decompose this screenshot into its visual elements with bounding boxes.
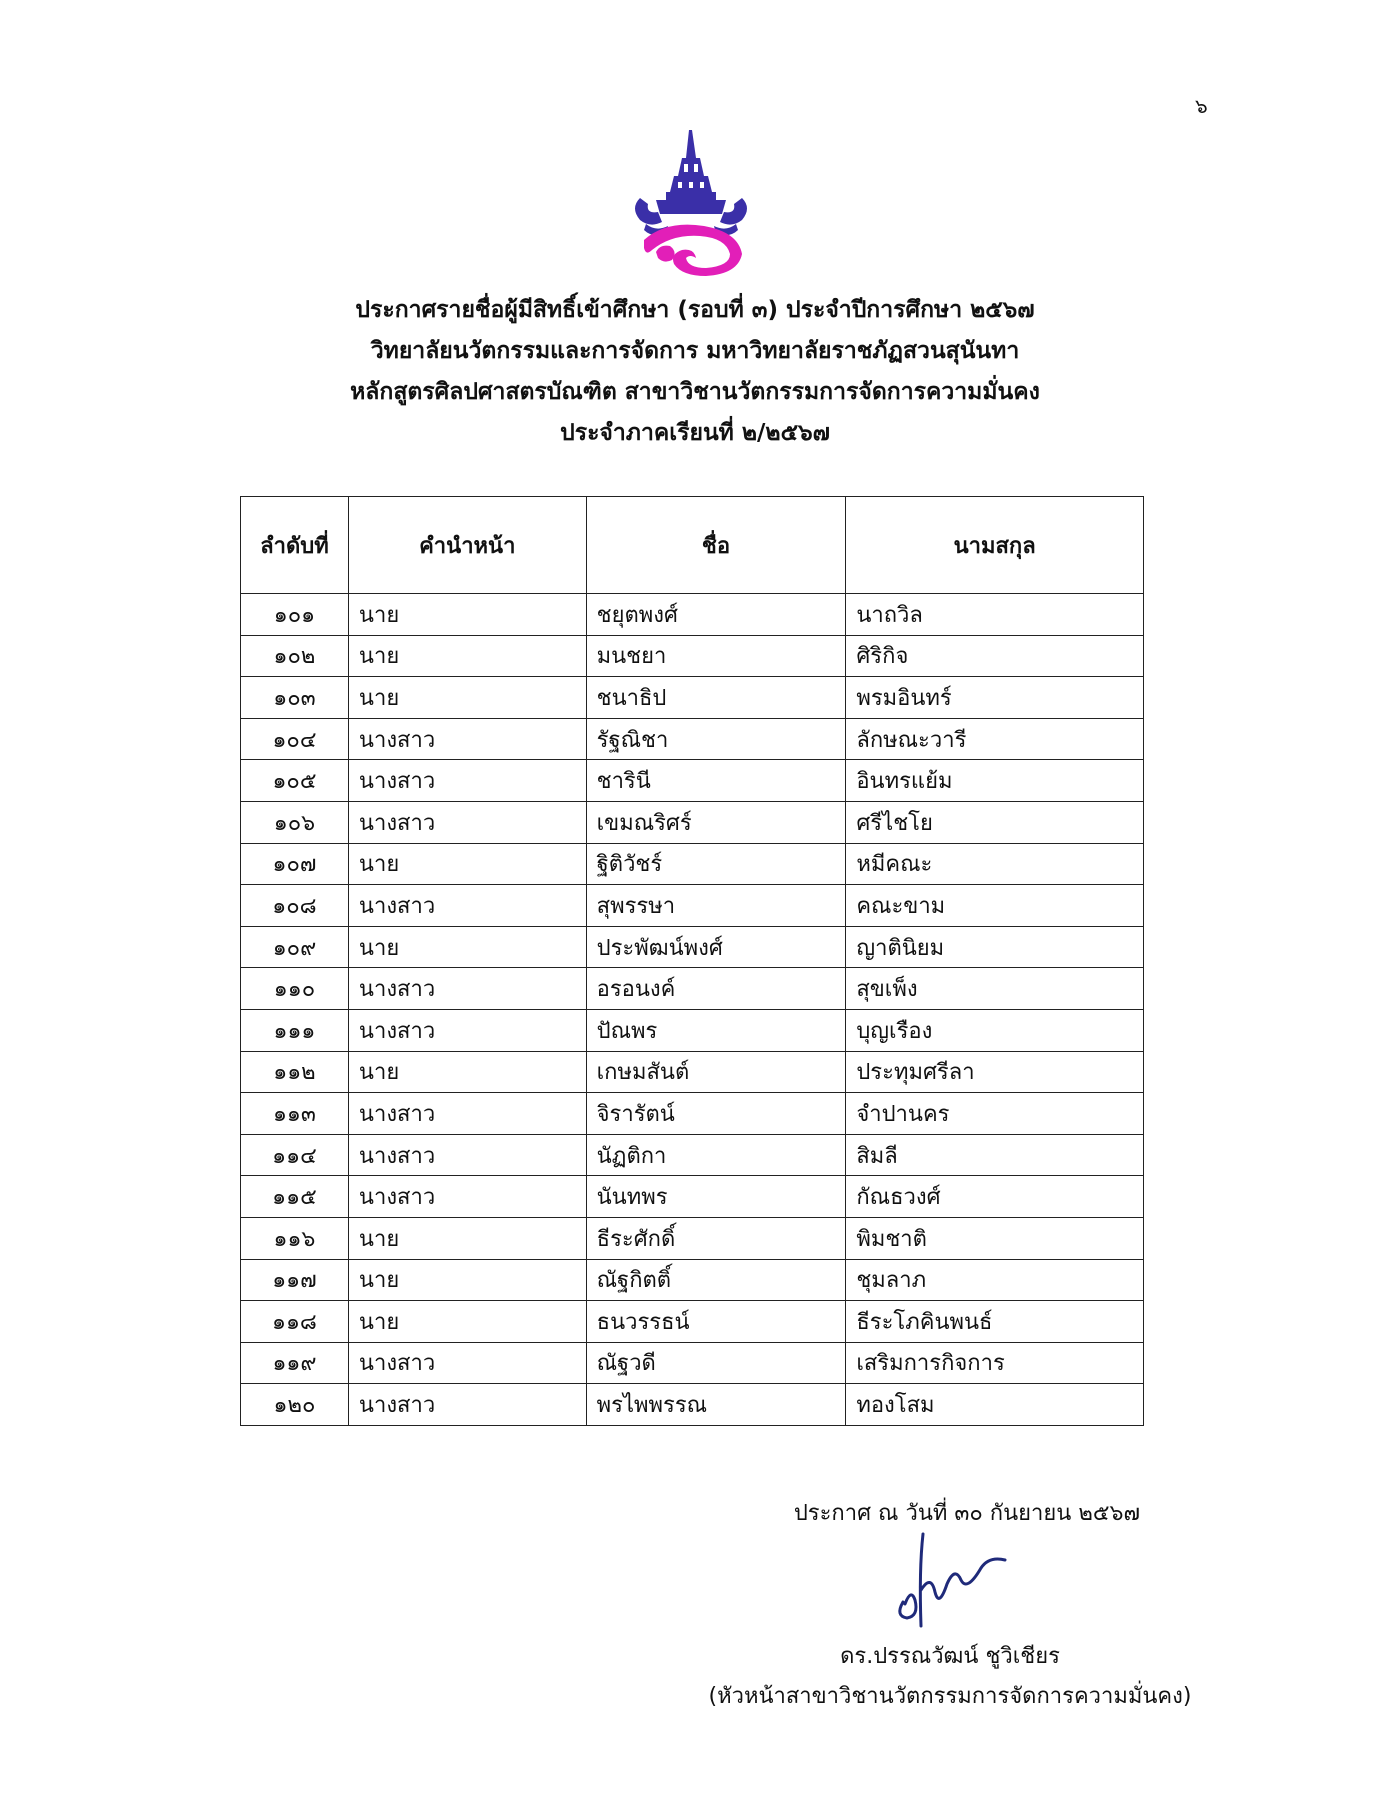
order-cell: ๑๐๔: [241, 718, 349, 760]
order-cell: ๑๐๙: [241, 926, 349, 968]
first-name-cell: เกษมสันต์: [586, 1051, 846, 1093]
first-name-cell: นัฏติกา: [586, 1134, 846, 1176]
signer-title: (หัวหน้าสาขาวิชานวัตกรรมการจัดการความมั่นคง): [708, 1684, 1192, 1709]
prefix-cell: นาย: [348, 677, 586, 719]
signer-name: ดร.ปรรณวัฒน์ ชูวิเชียร: [840, 1644, 1060, 1669]
first-name-cell: มนชยา: [586, 635, 846, 677]
order-cell: ๑๑๙: [241, 1342, 349, 1384]
page-number: ๖: [1195, 94, 1208, 118]
order-cell: ๑๐๑: [241, 594, 349, 636]
header-line-1: ประกาศรายชื่อผู้มีสิทธิ์เข้าศึกษา (รอบที่ ๓) ประจำปีการศึกษา ๒๕๖๗: [355, 297, 1035, 323]
prefix-cell: นาย: [348, 594, 586, 636]
order-cell: ๑๒๐: [241, 1384, 349, 1426]
table-row: [241, 1384, 1144, 1426]
last-name-cell: หมีคณะ: [846, 843, 1144, 885]
table-row: [241, 1093, 1144, 1135]
table-row: [241, 718, 1144, 760]
prefix-cell: นางสาว: [348, 718, 586, 760]
table-row: [241, 885, 1144, 927]
table-header-row: [241, 497, 1144, 594]
table-row: [241, 760, 1144, 802]
last-name-cell: ธีระโภคินพนธ์: [846, 1301, 1144, 1343]
prefix-cell: นางสาว: [348, 1009, 586, 1051]
table-row: [241, 1259, 1144, 1301]
first-name-cell: รัฐณิชา: [586, 718, 846, 760]
last-name-cell: นาถวิล: [846, 594, 1144, 636]
prefix-cell: นาย: [348, 1259, 586, 1301]
table-row: [241, 1009, 1144, 1051]
order-cell: ๑๑๒: [241, 1051, 349, 1093]
first-name-cell: ชยุตพงศ์: [586, 594, 846, 636]
prefix-cell: นางสาว: [348, 1093, 586, 1135]
first-name-cell: ธีระศักดิ์: [586, 1217, 846, 1259]
first-name-cell: พรไพพรรณ: [586, 1384, 846, 1426]
order-cell: ๑๑๕: [241, 1176, 349, 1218]
last-name-cell: จำปานคร: [846, 1093, 1144, 1135]
order-cell: ๑๑๗: [241, 1259, 349, 1301]
column-header-first-name: ชื่อ: [586, 497, 846, 594]
last-name-cell: คณะขาม: [846, 885, 1144, 927]
order-cell: ๑๐๓: [241, 677, 349, 719]
column-header-order: ลำดับที่: [241, 497, 349, 594]
first-name-cell: ธนวรรธน์: [586, 1301, 846, 1343]
prefix-cell: นาย: [348, 1301, 586, 1343]
first-name-cell: ประพัฒน์พงศ์: [586, 926, 846, 968]
admission-roster-table: [240, 496, 1144, 1426]
table-body: [241, 594, 1144, 1426]
first-name-cell: ณัฐวดี: [586, 1342, 846, 1384]
prefix-cell: นางสาว: [348, 1384, 586, 1426]
last-name-cell: สุขเพ็ง: [846, 968, 1144, 1010]
prefix-cell: นาย: [348, 1051, 586, 1093]
column-header-prefix: คำนำหน้า: [348, 497, 586, 594]
university-emblem-icon: [626, 128, 756, 278]
prefix-cell: นางสาว: [348, 1134, 586, 1176]
order-cell: ๑๑๔: [241, 1134, 349, 1176]
table-row: [241, 1217, 1144, 1259]
first-name-cell: ปัณพร: [586, 1009, 846, 1051]
table-row: [241, 843, 1144, 885]
last-name-cell: ศิริกิจ: [846, 635, 1144, 677]
table-row: [241, 677, 1144, 719]
prefix-cell: นาย: [348, 843, 586, 885]
order-cell: ๑๑๐: [241, 968, 349, 1010]
prefix-cell: นางสาว: [348, 801, 586, 843]
first-name-cell: นันทพร: [586, 1176, 846, 1218]
last-name-cell: ศรีไชโย: [846, 801, 1144, 843]
first-name-cell: จิรารัตน์: [586, 1093, 846, 1135]
prefix-cell: นางสาว: [348, 760, 586, 802]
table-row: [241, 1301, 1144, 1343]
table-row: [241, 926, 1144, 968]
first-name-cell: ชารินี: [586, 760, 846, 802]
column-header-last-name: นามสกุล: [846, 497, 1144, 594]
prefix-cell: นางสาว: [348, 1176, 586, 1218]
first-name-cell: ฐิติวัชร์: [586, 843, 846, 885]
order-cell: ๑๑๑: [241, 1009, 349, 1051]
announcement-header: [0, 290, 1390, 454]
last-name-cell: ลักษณะวารี: [846, 718, 1144, 760]
signer-block: [700, 1637, 1200, 1717]
order-cell: ๑๐๖: [241, 801, 349, 843]
table-row: [241, 1134, 1144, 1176]
last-name-cell: เสริมการกิจการ: [846, 1342, 1144, 1384]
first-name-cell: เขมณริศร์: [586, 801, 846, 843]
last-name-cell: ญาตินิยม: [846, 926, 1144, 968]
last-name-cell: ชุมลาภ: [846, 1259, 1144, 1301]
last-name-cell: สิมลี: [846, 1134, 1144, 1176]
order-cell: ๑๐๕: [241, 760, 349, 802]
header-line-4: ประจำภาคเรียนที่ ๒/๒๕๖๗: [560, 420, 830, 446]
table-row: [241, 801, 1144, 843]
announcement-date: ประกาศ ณ วันที่ ๓๐ กันยายน ๒๕๖๗: [793, 1501, 1140, 1526]
last-name-cell: บุญเรือง: [846, 1009, 1144, 1051]
prefix-cell: นางสาว: [348, 1342, 586, 1384]
prefix-cell: นาย: [348, 926, 586, 968]
table-row: [241, 1051, 1144, 1093]
table-row: [241, 1176, 1144, 1218]
last-name-cell: อินทรแย้ม: [846, 760, 1144, 802]
order-cell: ๑๐๘: [241, 885, 349, 927]
last-name-cell: พรมอินทร์: [846, 677, 1144, 719]
first-name-cell: สุพรรษา: [586, 885, 846, 927]
order-cell: ๑๑๘: [241, 1301, 349, 1343]
prefix-cell: นางสาว: [348, 885, 586, 927]
header-line-3: หลักสูตรศิลปศาสตรบัณฑิต สาขาวิชานวัตกรรมการจัดการความมั่นคง: [350, 379, 1040, 405]
table-row: [241, 1342, 1144, 1384]
last-name-cell: พิมชาติ: [846, 1217, 1144, 1259]
prefix-cell: นางสาว: [348, 968, 586, 1010]
prefix-cell: นาย: [348, 1217, 586, 1259]
prefix-cell: นาย: [348, 635, 586, 677]
order-cell: ๑๑๓: [241, 1093, 349, 1135]
last-name-cell: กัณธวงศ์: [846, 1176, 1144, 1218]
order-cell: ๑๑๖: [241, 1217, 349, 1259]
last-name-cell: ประทุมศรีลา: [846, 1051, 1144, 1093]
order-cell: ๑๐๒: [241, 635, 349, 677]
table-row: [241, 594, 1144, 636]
table-row: [241, 635, 1144, 677]
table-row: [241, 968, 1144, 1010]
header-line-2: วิทยาลัยนวัตกรรมและการจัดการ มหาวิทยาลัยราชภัฏสวนสุนันทา: [370, 338, 1020, 364]
order-cell: ๑๐๗: [241, 843, 349, 885]
handwritten-signature-icon: [885, 1530, 1025, 1630]
first-name-cell: ณัฐกิตติ์: [586, 1259, 846, 1301]
first-name-cell: อรอนงค์: [586, 968, 846, 1010]
last-name-cell: ทองโสม: [846, 1384, 1144, 1426]
first-name-cell: ชนาธิป: [586, 677, 846, 719]
